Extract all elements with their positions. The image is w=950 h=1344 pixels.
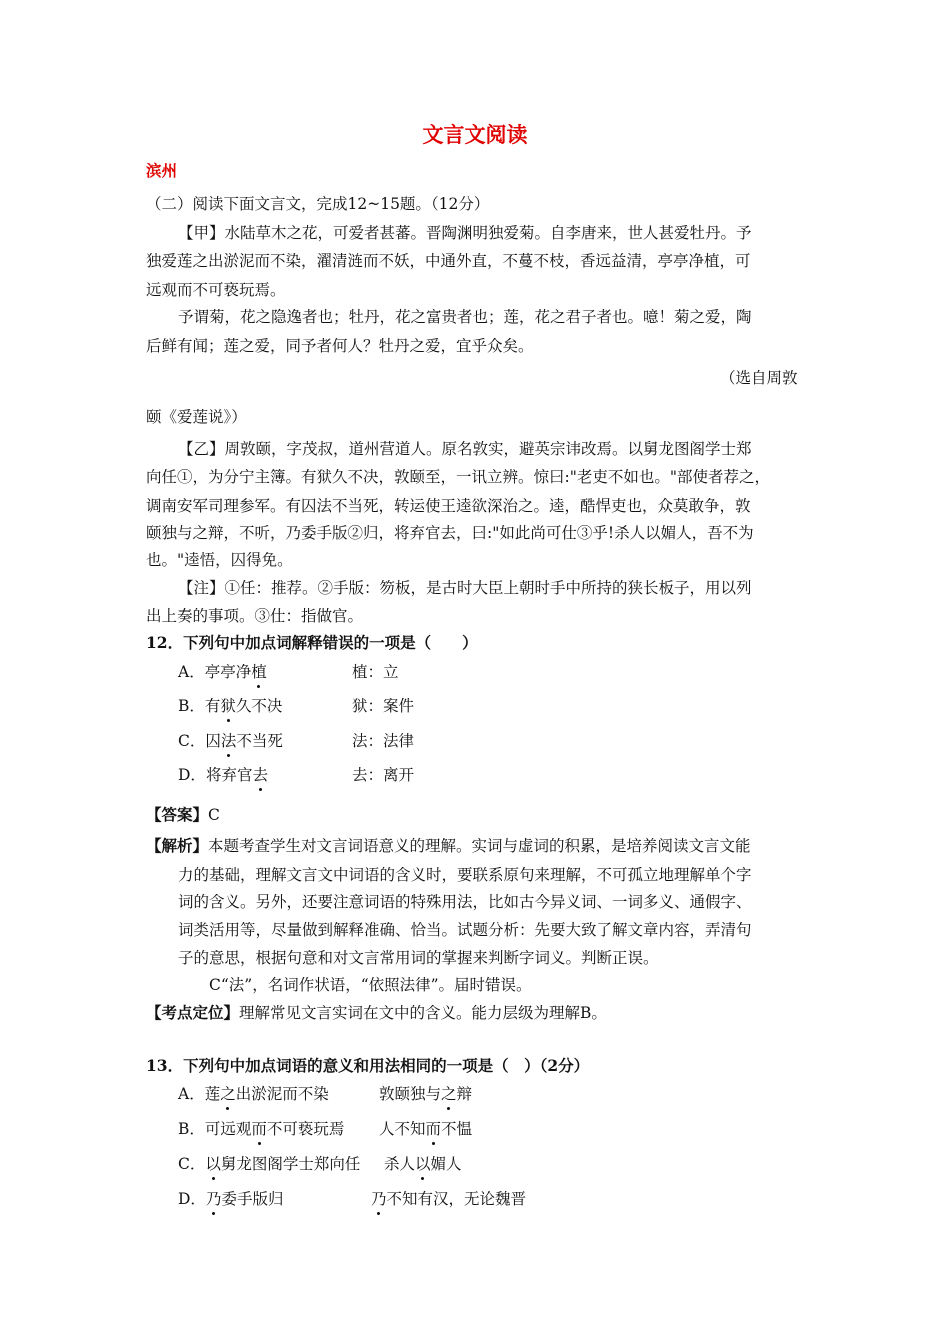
option-letter: D．: [178, 1190, 206, 1208]
analysis-line-5: 子的意思，根据句意和对文言常用词的掌握来判断字词义。判断正误。: [178, 949, 659, 967]
q12-option-a: [178, 662, 267, 682]
passage-a-line-1: 【甲】水陆草木之花，可爱者甚蕃。晋陶渊明独爱菊。自李唐来，世人甚爱牡丹。予: [178, 224, 752, 242]
option-text-pre: 可远观: [204, 1120, 252, 1138]
option-letter: A．: [178, 663, 205, 681]
region-heading: 滨州: [146, 161, 178, 180]
dotted-word: 去: [252, 766, 268, 784]
q13-option-c-right: [384, 1154, 462, 1174]
passage-a-line-2: 独爱莲之出淤泥而不染，濯清涟而不妖，中通外直，不蔓不枝，香远益清，亭亭净植，可: [146, 252, 751, 270]
dotted-word: 以: [205, 1155, 221, 1173]
option-text-post: 委手版归: [221, 1190, 284, 1208]
dotted-word: 而: [251, 1120, 267, 1138]
section-intro: （二）阅读下面文言文，完成12~15题。（12分）: [146, 195, 490, 213]
option-text-post: 舅龙图阁学士郑向任: [220, 1155, 361, 1173]
option-letter: C．: [178, 1155, 206, 1173]
q13-option-d-right: [371, 1189, 526, 1209]
dotted-word: 乃: [371, 1190, 387, 1208]
answer-line: [146, 805, 220, 825]
key-point-line: [146, 1003, 607, 1023]
passage-b-line-1: 【乙】周敦颐，字茂叔，道州营道人。原名敦实，避英宗讳改焉。以舅龙图阁学士郑: [178, 440, 752, 458]
option-letter: C．: [178, 732, 206, 750]
q12-option-a-explanation: 植：立: [352, 663, 399, 681]
passage-b-line-3: 调南安军司理参军。有囚法不当死，转运使王逵欲深治之。逵，酷悍吏也，众莫敢争，敦: [146, 497, 751, 515]
q12-option-c-explanation: 法：法律: [352, 732, 415, 750]
option-text-pre: 将弃官: [205, 766, 253, 784]
passage-a-source-1: （选自周敦: [720, 369, 798, 387]
analysis-line-4: 词类活用等，尽量做到解释准确、恰当。试题分析：先要大致了解文章内容，弄清句: [178, 921, 752, 939]
answer-value: C: [208, 806, 220, 824]
option-text-post: 媚人: [430, 1155, 462, 1173]
passage-b-note-1: 【注】①任：推荐。②手版：笏板，是古时大臣上朝时手中所持的狭长板子，用以列: [178, 579, 752, 597]
option-text-post: 不知有汉，无论魏晋: [386, 1190, 527, 1208]
option-letter: D．: [178, 766, 206, 784]
option-letter: A．: [178, 1085, 205, 1103]
q13-option-b-left: [178, 1119, 344, 1139]
option-text-post: 不当死: [236, 732, 283, 750]
option-letter: B．: [178, 697, 205, 715]
passage-b-line-2: 向任①，为分宁主簿。有狱久不决，敦颐至，一讯立辨。惊曰:"老吏不如也。"部使者荐之，: [146, 468, 770, 486]
option-letter: B．: [178, 1120, 205, 1138]
passage-b-line-5: 也。"逵悟，囚得免。: [146, 551, 293, 569]
q12-option-b: [178, 696, 282, 716]
passage-b-line-4: 颐独与之辩，不听，乃委手版②归，将弃官去，曰:"如此尚可仕③乎!杀人以媚人，吾不为: [146, 524, 754, 542]
question-12-stem: 12．下列句中加点词解释错误的一项是（ ）: [146, 633, 478, 652]
key-point-label: 【考点定位】: [146, 1003, 240, 1022]
passage-b-note-2: 出上奏的事项。③仕：指做官。: [146, 607, 364, 625]
passage-a-source-2: 颐《爱莲说》）: [146, 408, 247, 426]
q12-option-d: [178, 765, 268, 785]
q13-option-c-left: [178, 1154, 360, 1174]
option-text-pre: 有: [204, 697, 221, 715]
question-13-stem: 13．下列句中加点词语的意义和用法相同的一项是（ ）（2分）: [146, 1056, 590, 1075]
option-text-post: 不可亵玩焉: [266, 1120, 345, 1138]
option-text-post: 不愠: [441, 1120, 473, 1138]
analysis-line-1: [146, 836, 751, 856]
dotted-word: 之: [441, 1085, 457, 1103]
dotted-word: 以: [415, 1155, 431, 1173]
option-text-post: 辩: [456, 1085, 473, 1103]
passage-a-line-4: 予谓菊，花之隐逸者也；牡丹，花之富贵者也；莲，花之君子者也。噫！菊之爱，陶: [178, 308, 752, 326]
analysis-label: 【解析】: [146, 836, 209, 855]
option-text-pre: 莲: [204, 1085, 221, 1103]
q13-option-a-left: [178, 1084, 329, 1104]
q12-option-b-explanation: 狱：案件: [352, 697, 415, 715]
analysis-line-2: 力的基础，理解文言文中词语的含义时，要联系原句来理解，不可孤立地理解单个字: [178, 866, 752, 884]
page-title: 文言文阅读: [422, 122, 528, 147]
option-text-pre: 囚: [205, 732, 221, 750]
analysis-line-3: 词的含义。另外，还要注意词语的特殊用法，比如古今异义词、一词多义、通假字、: [178, 893, 752, 911]
option-text-pre: 杀人: [384, 1155, 416, 1173]
analysis-line-6: C“法”，名词作状语，“依照法律”。届时错误。: [209, 976, 532, 994]
dotted-word: 之: [220, 1085, 236, 1103]
passage-a-line-5: 后鲜有闻；莲之爱，同予者何人？牡丹之爱，宜乎众矣。: [146, 337, 534, 355]
q12-option-c: [178, 731, 283, 751]
dotted-word: 植: [251, 663, 267, 681]
q12-option-d-explanation: 去：离开: [352, 766, 415, 784]
key-point-text: 理解常见文言实词在文中的含义。能力层级为理解B。: [239, 1004, 607, 1022]
analysis-text: 本题考查学生对文言词语意义的理解。实词与虚词的积累，是培养阅读文言文能: [208, 837, 751, 855]
answer-label: 【答案】: [146, 805, 209, 824]
dotted-word: 而: [425, 1120, 442, 1138]
passage-a-line-3: 远观而不可亵玩焉。: [146, 281, 286, 299]
dotted-word: 乃: [205, 1190, 222, 1208]
option-text-post: 久不决: [235, 697, 283, 715]
q13-option-b-right: [379, 1119, 472, 1139]
dotted-word: 狱: [220, 697, 236, 715]
q13-option-d-left: [178, 1189, 283, 1209]
option-text-post: 出淤泥而不染: [235, 1085, 329, 1103]
option-text-pre: 敦颐独与: [379, 1085, 442, 1103]
dotted-word: 法: [220, 732, 237, 750]
option-text-pre: 人不知: [379, 1120, 426, 1138]
option-text-pre: 亭亭净: [204, 663, 252, 681]
q13-option-a-right: [379, 1084, 472, 1104]
